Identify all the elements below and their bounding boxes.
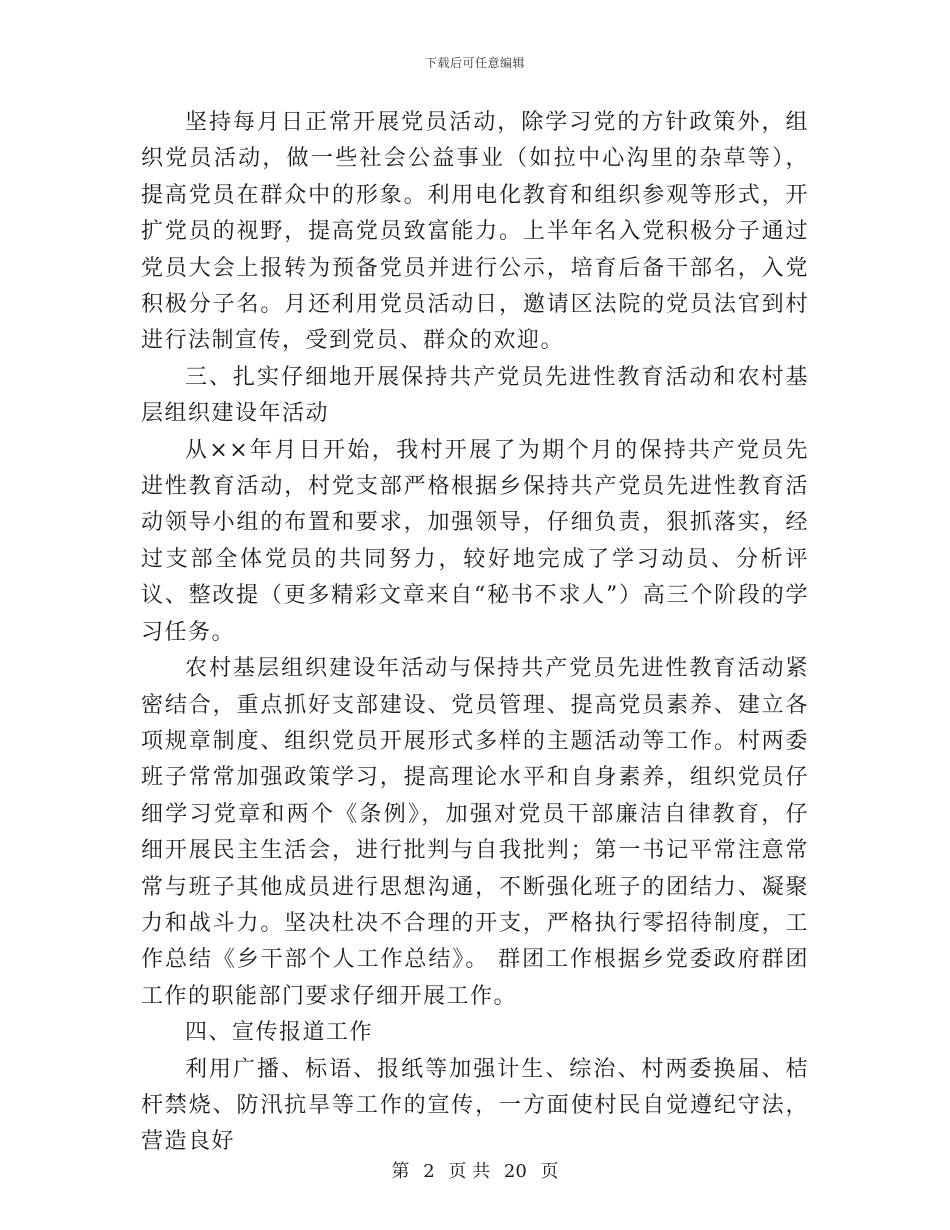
footer-middle: 页 共 [448,1161,491,1182]
paragraph-organization-building: 农村基层组织建设年活动与保持共产党员先进性教育活动紧密结合，重点抓好支部建设、党员管理、提高党员素养、建立各项规章制度、组织党员开展形式多样的主题活动等工作。村两委班子常常加强政策学习，提高理论水平和自身素养，组织党员仔细学习党章和两个《条例》，加强对党员干部廉洁自律教育，仔细开展民主生活会，进行批判与自我批判；第一书记平常注意常常与班子其他成员进行思想沟通，不断强化班子的团结力、凝聚力和战斗力。坚决杜决不合理的开支，严格执行零招待制度，工作总结《乡干部个人工作总结》。 群团工作根据乡党委政府群团工作的职能部门要求仔细开展工作。 [141,656,809,1009]
section-heading-four: 四、宣传报道工作 [185,1020,374,1046]
paragraph-publicity: 利用广播、标语、报纸等加强计生、综治、村两委换届、桔杆禁烧、防汛抗旱等工作的宣传，一方面使村民自觉遵纪守法，营造良好 [141,1056,809,1155]
page-header-note: 下载后可任意编辑 [424,56,525,70]
total-pages-number: 20 [503,1161,527,1182]
paragraph-education-activity: 从××年月日开始，我村开展了为期个月的保持共产党员先进性教育活动，村党支部严格根据乡保持共产党员先进性教育活动领导小组的布置和要求，加强领导，仔细负责，狠抓落实，经过支部全体党员的共同努力，较好地完成了学习动员、分析评议、整改提（更多精彩文章来自“秘书不求人”）高三个阶段的学习任务。 [141,437,809,645]
paragraph-party-activities: 坚持每月日正常开展党员活动，除学习党的方针政策外，组织党员活动，做一些社会公益事业（如拉中心沟里的杂草等），提高党员在群众中的形象。利用电化教育和组织参观等形式，开扩党员的视野，提高党员致富能力。上半年名入党积极分子通过党员大会上报转为预备党员并进行公示，培育后备干部名，入党积极分子名。月还利用党员活动日，邀请区法院的党员法官到村进行法制宣传，受到党员、群众的欢迎。 [141,110,809,354]
page-footer [0,1157,950,1183]
current-page-number: 2 [423,1161,435,1182]
document-body [141,105,809,1161]
footer-prefix: 第 [391,1161,410,1182]
section-heading-three: 三、扎实仔细地开展保持共产党员先进性教育活动和农村基层组织建设年活动 [141,364,809,427]
footer-suffix: 页 [540,1161,559,1182]
